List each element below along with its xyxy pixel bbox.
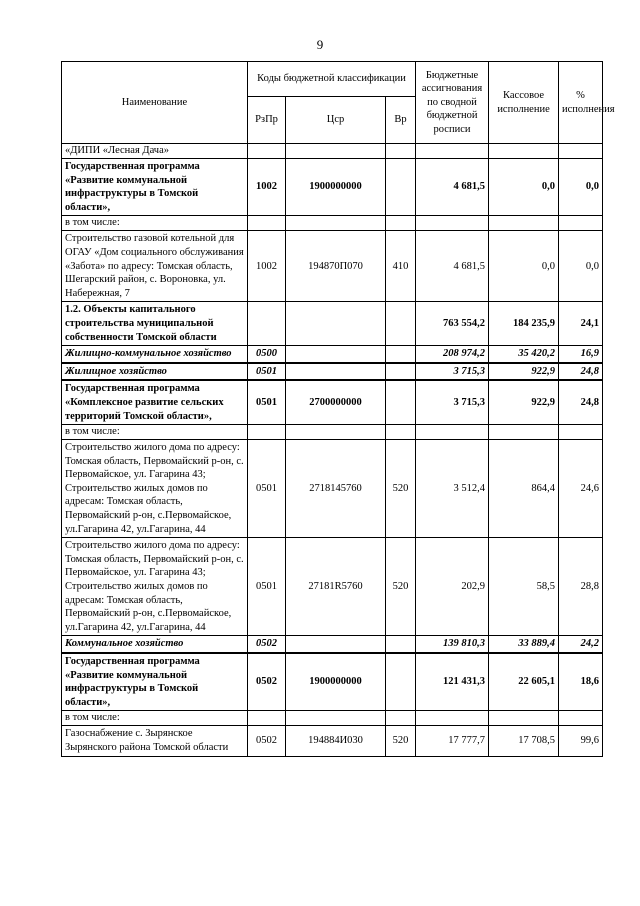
cell-name: 1.2. Объекты капитального строительства муниципальной собственности Томской области — [62, 302, 248, 346]
cell-csr — [286, 144, 386, 159]
cell-csr — [286, 363, 386, 381]
cell-vr — [386, 425, 416, 440]
header-csr: Цср — [286, 97, 386, 144]
table-row — [62, 726, 603, 756]
cell-name: Жилищно-коммунальное хозяйство — [62, 346, 248, 363]
cell-rzpr: 1002 — [248, 159, 286, 216]
cell-budget — [416, 711, 489, 726]
cell-csr: 1900000000 — [286, 653, 386, 711]
cell-budget: 202,9 — [416, 538, 489, 636]
cell-budget — [416, 144, 489, 159]
cell-rzpr: 0502 — [248, 636, 286, 653]
table-row — [62, 302, 603, 346]
cell-vr — [386, 216, 416, 231]
table-row — [62, 440, 603, 538]
cell-vr — [386, 159, 416, 216]
header-budget: Бюджетные ассигнования по сводной бюджетной росписи — [416, 62, 489, 144]
table-row — [62, 636, 603, 653]
cell-budget: 3 512,4 — [416, 440, 489, 538]
page-number: 9 — [316, 37, 324, 52]
cell-budget: 208 974,2 — [416, 346, 489, 363]
cell-percent: 24,2 — [559, 636, 603, 653]
table-row — [62, 159, 603, 216]
cell-budget: 763 554,2 — [416, 302, 489, 346]
cell-rzpr: 0501 — [248, 380, 286, 424]
table-header-row — [62, 62, 603, 97]
header-codes: Коды бюджетной классификации — [248, 62, 416, 97]
cell-name: Государственная программа «Развитие коммунальной инфраструктуры в Томской области», — [62, 159, 248, 216]
cell-cash — [489, 216, 559, 231]
header-percent: % исполнения — [559, 62, 603, 144]
cell-budget: 17 777,7 — [416, 726, 489, 756]
cell-vr: 520 — [386, 440, 416, 538]
cell-vr — [386, 302, 416, 346]
cell-name: Газоснабжение с. Зырянское Зырянского района Томской области — [62, 726, 248, 756]
cell-budget: 4 681,5 — [416, 159, 489, 216]
cell-cash: 35 420,2 — [489, 346, 559, 363]
cell-name: Строительство газовой котельной для ОГАУ «Дом социального обслуживания «Забота» по адресу: Томская область, Шегарский район, с. Вороновка, ул. Набережная, 7 — [62, 231, 248, 302]
cell-percent: 24,8 — [559, 380, 603, 424]
cell-vr — [386, 711, 416, 726]
cell-vr — [386, 363, 416, 381]
cell-rzpr: 0501 — [248, 363, 286, 381]
table-row — [62, 425, 603, 440]
cell-csr — [286, 711, 386, 726]
cell-percent: 24,8 — [559, 363, 603, 381]
cell-percent — [559, 425, 603, 440]
table-row — [62, 346, 603, 363]
table-row — [62, 711, 603, 726]
cell-rzpr: 0502 — [248, 653, 286, 711]
cell-vr — [386, 653, 416, 711]
cell-vr — [386, 144, 416, 159]
cell-rzpr — [248, 302, 286, 346]
cell-budget: 3 715,3 — [416, 380, 489, 424]
header-vr: Вр — [386, 97, 416, 144]
cell-cash — [489, 425, 559, 440]
cell-vr: 520 — [386, 726, 416, 756]
cell-percent: 24,1 — [559, 302, 603, 346]
table-row — [62, 538, 603, 636]
cell-percent: 0,0 — [559, 231, 603, 302]
cell-rzpr — [248, 144, 286, 159]
header-cash: Кассовое исполнение — [489, 62, 559, 144]
cell-vr: 520 — [386, 538, 416, 636]
cell-csr — [286, 636, 386, 653]
cell-rzpr: 1002 — [248, 231, 286, 302]
cell-csr — [286, 425, 386, 440]
cell-percent — [559, 711, 603, 726]
cell-cash: 922,9 — [489, 380, 559, 424]
cell-percent: 28,8 — [559, 538, 603, 636]
cell-name: Государственная программа «Комплексное развитие сельских территорий Томской области», — [62, 380, 248, 424]
cell-csr: 1900000000 — [286, 159, 386, 216]
cell-percent — [559, 216, 603, 231]
cell-vr — [386, 636, 416, 653]
cell-vr — [386, 380, 416, 424]
cell-rzpr: 0501 — [248, 538, 286, 636]
cell-budget — [416, 216, 489, 231]
cell-csr: 194884И030 — [286, 726, 386, 756]
cell-cash: 184 235,9 — [489, 302, 559, 346]
header-rzpr: РзПр — [248, 97, 286, 144]
table-row — [62, 380, 603, 424]
cell-budget — [416, 425, 489, 440]
cell-rzpr — [248, 216, 286, 231]
cell-name: в том числе: — [62, 711, 248, 726]
cell-csr — [286, 302, 386, 346]
cell-name: Строительство жилого дома по адресу: Томская область, Первомайский р-он, с. Первомайское, ул. Гагарина 43; Строительство жилых домов по адресам: Томская область, Первомайский р-он, с.Первомайское, ул.Гагарина 42, ул.Гагарина, 44 — [62, 440, 248, 538]
cell-percent: 16,9 — [559, 346, 603, 363]
cell-cash — [489, 711, 559, 726]
cell-rzpr: 0502 — [248, 726, 286, 756]
cell-percent: 18,6 — [559, 653, 603, 711]
cell-cash: 22 605,1 — [489, 653, 559, 711]
cell-cash: 922,9 — [489, 363, 559, 381]
table-row — [62, 216, 603, 231]
cell-cash: 0,0 — [489, 231, 559, 302]
cell-percent: 99,6 — [559, 726, 603, 756]
cell-cash: 58,5 — [489, 538, 559, 636]
cell-csr — [286, 216, 386, 231]
cell-percent: 0,0 — [559, 159, 603, 216]
table-row — [62, 231, 603, 302]
table-row — [62, 144, 603, 159]
cell-csr — [286, 346, 386, 363]
cell-percent: 24,6 — [559, 440, 603, 538]
cell-rzpr — [248, 711, 286, 726]
cell-budget: 3 715,3 — [416, 363, 489, 381]
cell-rzpr: 0500 — [248, 346, 286, 363]
cell-budget: 4 681,5 — [416, 231, 489, 302]
cell-name: Коммунальное хозяйство — [62, 636, 248, 653]
header-name: Наименование — [62, 62, 248, 144]
cell-name: Жилищное хозяйство — [62, 363, 248, 381]
cell-budget: 121 431,3 — [416, 653, 489, 711]
cell-name: в том числе: — [62, 425, 248, 440]
cell-name: Государственная программа «Развитие коммунальной инфраструктуры в Томской области», — [62, 653, 248, 711]
cell-csr: 194870П070 — [286, 231, 386, 302]
cell-percent — [559, 144, 603, 159]
cell-budget: 139 810,3 — [416, 636, 489, 653]
cell-name: в том числе: — [62, 216, 248, 231]
cell-name: «ДИПИ «Лесная Дача» — [62, 144, 248, 159]
cell-cash: 864,4 — [489, 440, 559, 538]
cell-cash: 0,0 — [489, 159, 559, 216]
cell-cash: 17 708,5 — [489, 726, 559, 756]
cell-csr: 2700000000 — [286, 380, 386, 424]
cell-csr: 2718145760 — [286, 440, 386, 538]
cell-rzpr — [248, 425, 286, 440]
budget-execution-table — [61, 61, 615, 757]
cell-csr: 27181R5760 — [286, 538, 386, 636]
cell-cash — [489, 144, 559, 159]
cell-vr — [386, 346, 416, 363]
table-row — [62, 653, 603, 711]
cell-name: Строительство жилого дома по адресу: Томская область, Первомайский р-он, с. Первомайское, ул. Гагарина 43; Строительство жилых домов по адресам: Томская область, Первомайский р-он, с.Первомайское, ул.Гагарина 42, ул.Гагарина, 44 — [62, 538, 248, 636]
cell-rzpr: 0501 — [248, 440, 286, 538]
cell-cash: 33 889,4 — [489, 636, 559, 653]
table-row — [62, 363, 603, 381]
cell-vr: 410 — [386, 231, 416, 302]
